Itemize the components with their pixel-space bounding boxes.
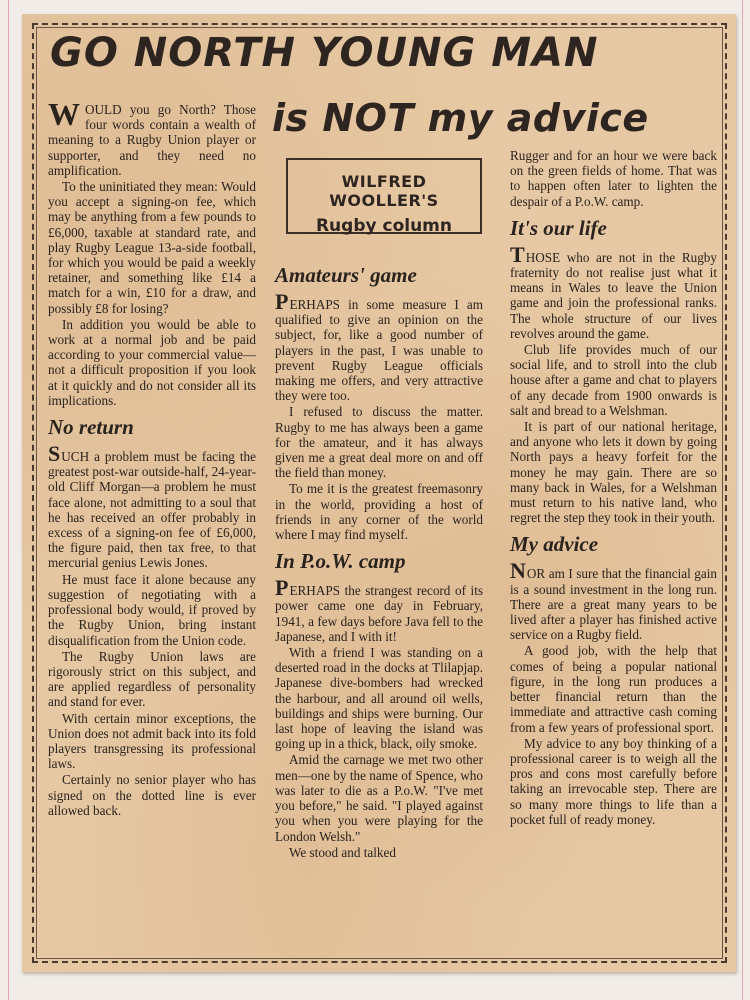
- article-column-1: [48, 96, 256, 819]
- paragraph: We stood and talked: [289, 844, 396, 860]
- paragraph: [48, 441, 256, 571]
- headline-line-1: GO NORTH YOUNG MAN: [50, 30, 599, 76]
- article-column-3: [510, 148, 717, 828]
- subheading-no-return: No return: [48, 415, 134, 440]
- paragraph: He must face it alone because any suggestion of negotiating with a professional body would, if proved by the Rugby Union, bring instant disqualification from the Union code.: [48, 571, 256, 648]
- byline-name: WILFRED WOOLLER'S: [329, 172, 439, 210]
- paragraph: With certain minor exceptions, the Union does not admit back into its fold players transgressing its professional laws.: [48, 710, 256, 772]
- paragraph: Amid the carnage we met two other men—one by the name of Spence, who was later to die as a P.o.W. "I've met you before," he said. "I played against you when you were playing for the London Welsh.": [275, 752, 483, 844]
- dropcap: P: [275, 575, 290, 601]
- paragraph: [275, 575, 483, 644]
- subheading-pow-camp: In P.o.W. camp: [275, 549, 406, 574]
- byline-subtitle: Rugby column: [315, 216, 453, 236]
- paragraph: Rugger and for an hour we were back on the green fields of home. That was to happen often later to lighten the despair of a P.o.W. camp.: [510, 148, 717, 209]
- subheading-amateurs-game: Amateurs' game: [275, 263, 417, 287]
- paragraph: The Rugby Union laws are rigorously strict on this subject, and are applied regardless of personality and stand for ever.: [48, 648, 256, 710]
- paragraph: With a friend I was standing on a deserted road in the docks at Tlilapjap. Japanese dive-bombers had wrecked the harbour, and all around oil wells, buildings and ships were burning. Our last hope of leaving the island was going up in a thick, black, oily smoke.: [275, 645, 483, 752]
- paragraph-text: OULD you go North? Those four words contain a wealth of meaning to a Rugby Union player or supporter, and they need no amplification.: [48, 102, 256, 178]
- paragraph: In addition you would be able to work at a normal job and be paid according to your commercial value—not a difficult proposition if you look at it quickly and do not consider all its implications.: [48, 316, 256, 408]
- dropcap: P: [275, 289, 290, 314]
- paragraph-text: UCH a problem must be facing the greatest post-war outside-half, 24-year-old Cliff Morgan—a problem he must face alone, not admitting to a soul that he has received an offer probably in excess of a signing-on fee of £6,000, the figure paid, then tax free, to that mercurial genius Lewis Jones.: [48, 449, 256, 571]
- paragraph: To me it is the greatest freemasonry in the world, providing a host of friends in any corner of the world where I may find myself.: [275, 481, 483, 543]
- paragraph-text: ERHAPS in some measure I am qualified to give an opinion on the subject, for, like a good number of players in the past, I was unable to prevent Rugby League officials making me offers, and very attractive they were too.: [275, 297, 483, 404]
- dropcap: W: [48, 96, 81, 132]
- article-column-2: [275, 256, 483, 861]
- subheading-my-advice: My advice: [510, 532, 599, 557]
- paragraph: Certainly no senior player who has signed on the dotted line is ever allowed back.: [48, 772, 256, 818]
- subheading-our-life: It's our life: [510, 215, 607, 240]
- scrapbook-margin-line-left: [8, 0, 9, 1000]
- headline-line-2: is NOT my advice: [272, 96, 649, 140]
- paragraph-text: HOSE who are not in the Rugby fraternity do not realise just what it means in Wales to leave the Union game and join the professional ranks. The whole structure of our lives revolves around the game.: [510, 249, 717, 341]
- paragraph-text: OR am I sure that the financial gain is a sound investment in the long run. There are a great many years to be lived after a player has finished active service on a Rugby field.: [510, 566, 717, 643]
- paragraph: I refused to discuss the matter. Rugby to me has always been a game for the amateur, and it has always given me a great deal more on and off the field than money.: [275, 404, 483, 481]
- paragraph: [275, 289, 483, 404]
- paragraph: A good job, with the help that comes of being a popular national figure, in the long run produces a better financial return than the immediate and attractive cash coming from a few years of professional sport.: [510, 643, 717, 735]
- byline-box: [286, 158, 482, 234]
- paragraph: [510, 558, 717, 643]
- paragraph: My advice to any boy thinking of a professional career is to weigh all the pros and cons most carefully before taking an irrevocable step. There are so many more things to life than a pocket full of ready money.: [510, 735, 717, 827]
- paragraph: To the uninitiated they mean: Would you accept a signing-on fee, which may be anything from a few pounds to £6,000, taxable at standard rate, and play Rugby League 13-a-side football, for which you would be paid a weekly retainer, and something like £14 a match for a win, £10 for a draw, and possibly £8 for losing?: [48, 179, 256, 316]
- dropcap: N: [510, 558, 527, 584]
- paragraph: [510, 241, 717, 341]
- paragraph-text: ERHAPS the strangest record of its power came one day in February, 1941, a few days before Java fell to the Japanese, and I with it!: [275, 583, 483, 644]
- paragraph: Club life provides much of our social life, and to stroll into the club house after a game and chat to players of any decade from 1900 onwards is salt and bread to a Welshman.: [510, 342, 717, 418]
- paragraph: It is part of our national heritage, and anyone who lets it down by going North pays a heavy forfeit for the money he may gain. There are so many back in Wales, for a Welshman must return to his native land, who regret the step they took in their youth.: [510, 419, 717, 526]
- dropcap: S: [48, 441, 62, 467]
- paragraph: [48, 96, 256, 178]
- scrapbook-margin-line-right: [742, 0, 743, 1000]
- dropcap: T: [510, 241, 526, 267]
